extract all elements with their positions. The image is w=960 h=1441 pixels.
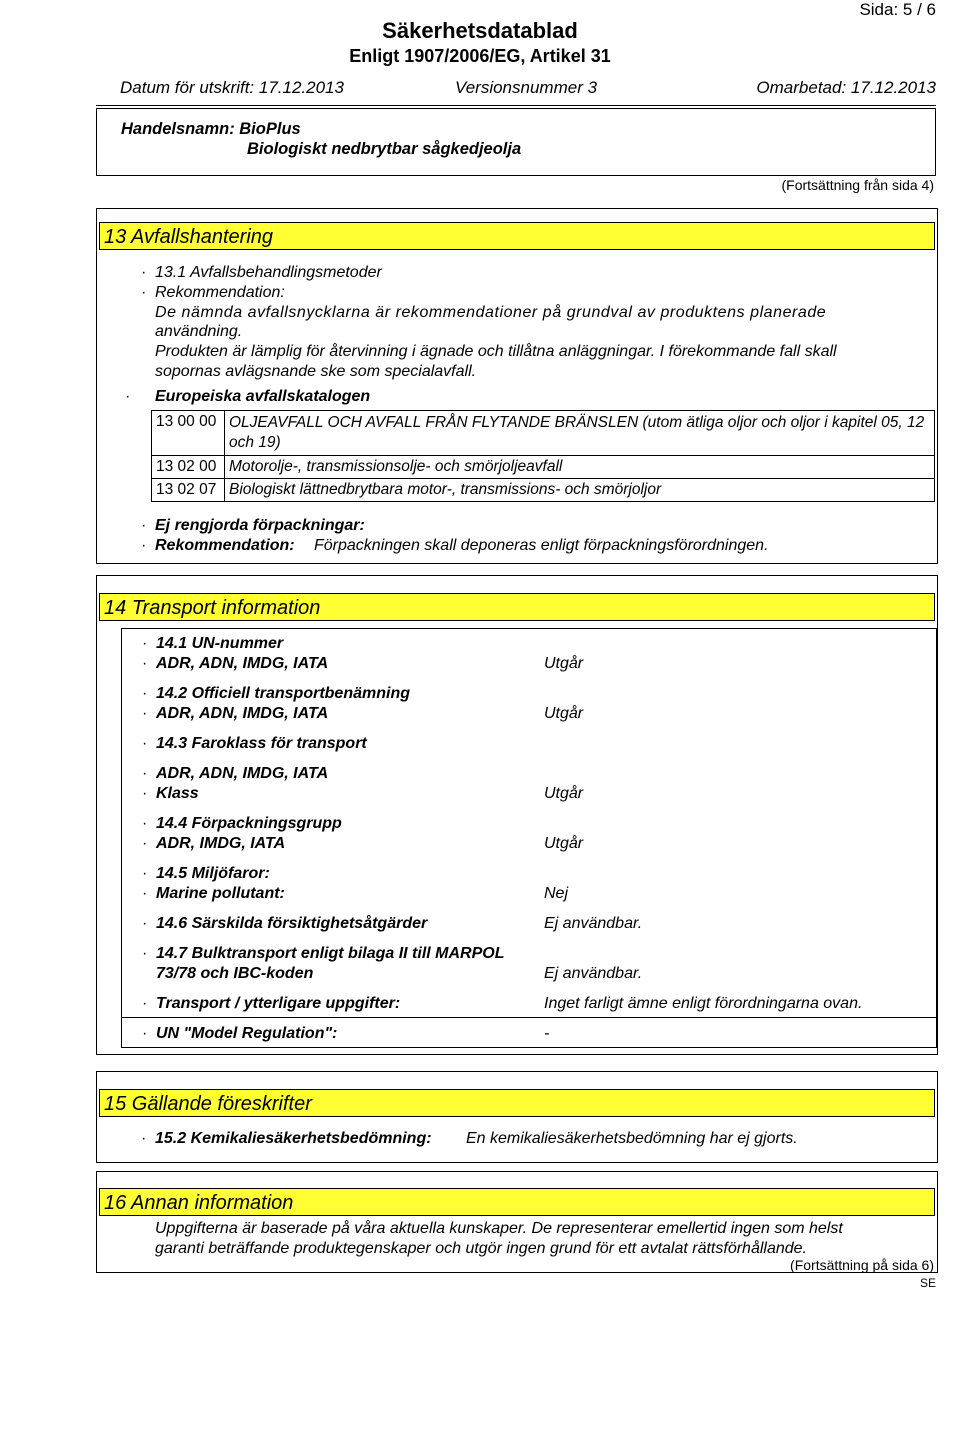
bullet: · <box>142 705 148 722</box>
bullet: · <box>142 635 148 652</box>
waste-code: 13 00 00 <box>152 411 225 456</box>
header-divider <box>96 105 936 106</box>
recommendation-text-1: De nämnda avfallsnycklarna är rekommendationer på grundval av produktens planerade <box>155 304 827 321</box>
official-name-heading: 14.2 Officiell transportbenämning <box>156 685 410 702</box>
section-15-title: 15 Gällande föreskrifter <box>99 1089 935 1117</box>
continued-from: (Fortsättning från sida 4) <box>781 177 934 193</box>
bullet: · <box>142 655 148 672</box>
waste-code: 13 02 00 <box>152 456 225 479</box>
table-row <box>152 411 935 456</box>
bullet: · <box>142 765 148 782</box>
bullet: · <box>142 785 148 802</box>
bullet: · <box>142 885 148 902</box>
marine-pollutant-label: Marine pollutant: <box>156 885 285 902</box>
bulk-transport-label-2: 73/78 och IBC-koden <box>156 965 314 982</box>
other-info-text-2: garanti beträffande produktegenskaper och utgör ingen grund för ett avtalat rättsförhållande. <box>155 1240 807 1257</box>
page-number: Sida: 5 / 6 <box>859 0 936 19</box>
bullet: · <box>142 735 148 752</box>
chem-safety-label: 15.2 Kemikaliesäkerhetsbedömning: <box>155 1130 432 1147</box>
bullet: · <box>142 1025 148 1042</box>
un-number-value: Utgår <box>544 655 584 672</box>
special-precautions-label: 14.6 Särskilda försiktighetsåtgärder <box>156 915 428 932</box>
recommendation-text-3: Produkten är lämplig för återvinning i ägnade och tillåtna anläggningar. I förekommande fall skall <box>155 343 837 360</box>
section-13-title: 13 Avfallshantering <box>99 222 935 250</box>
bulk-transport-value: Ej användbar. <box>544 965 643 982</box>
document-subtitle: Enligt 1907/2006/EG, Artikel 31 <box>349 46 611 66</box>
un-model-label: UN "Model Regulation": <box>156 1025 338 1042</box>
continued-to: (Fortsättning på sida 6) <box>790 1257 934 1273</box>
recommendation-text-4: sopornas avlägsnande ske som specialavfall. <box>155 363 477 380</box>
dirty-packaging-label: Ej rengjorda förpackningar: <box>155 517 365 534</box>
bullet: · <box>125 388 131 405</box>
bullet: · <box>142 915 148 932</box>
table-row <box>152 479 935 502</box>
waste-catalog-label: Europeiska avfallskatalogen <box>155 388 371 405</box>
marine-pollutant-value: Nej <box>544 885 569 902</box>
recommendation2-label: Rekommendation: <box>155 537 295 554</box>
official-name-modes: ADR, ADN, IMDG, IATA <box>156 705 329 722</box>
section-14 <box>96 575 938 1055</box>
print-date: Datum för utskrift: 17.12.2013 <box>120 78 344 97</box>
waste-description: Motorolje-, transmissionsolje- och smörjoljeavfall <box>225 456 935 479</box>
section-16-title: 16 Annan information <box>99 1188 935 1216</box>
tradename-line1: Handelsnamn: BioPlus <box>121 120 301 138</box>
pack-group-heading: 14.4 Förpackningsgrupp <box>156 815 342 832</box>
pack-group-modes: ADR, IMDG, IATA <box>156 835 286 852</box>
bullet: · <box>142 815 148 832</box>
bullet: · <box>142 835 148 852</box>
hazard-class-heading: 14.3 Faroklass för transport <box>156 735 367 752</box>
bulk-transport-label-1: 14.7 Bulktransport enligt bilaga II till MARPOL <box>156 945 505 962</box>
transport-box <box>121 628 937 1048</box>
bullet: · <box>141 517 147 534</box>
waste-catalog-table <box>151 410 935 502</box>
tradename-line2: Biologiskt nedbrytbar sågkedjeolja <box>247 140 522 158</box>
bullet: · <box>142 945 148 962</box>
env-hazards-heading: 14.5 Miljöfaror: <box>156 865 270 882</box>
bullet: · <box>141 284 147 301</box>
tradename-box <box>96 108 936 176</box>
bullet: · <box>141 1130 147 1147</box>
recommendation-text-2: användning. <box>155 323 243 340</box>
official-name-value: Utgår <box>544 705 584 722</box>
special-precautions-value: Ej användbar. <box>544 915 643 932</box>
recommendation-label: Rekommendation: <box>155 284 285 301</box>
waste-methods-heading: 13.1 Avfallsbehandlingsmetoder <box>155 264 382 281</box>
transport-additional-value: Inget farligt ämne enligt förordningarna ovan. <box>544 995 863 1012</box>
bullet: · <box>141 264 147 281</box>
recommendation2-text: Förpackningen skall deponeras enligt förpackningsförordningen. <box>314 537 769 554</box>
waste-description: OLJEAVFALL OCH AVFALL FRÅN FLYTANDE BRÄNSLEN (utom ätliga oljor och oljor i kapitel 05, 12 och 19) <box>225 411 935 456</box>
divider <box>122 1017 936 1018</box>
un-model-value: - <box>544 1025 550 1042</box>
waste-description: Biologiskt lättnedbrytbara motor-, transmissions- och smörjoljor <box>225 479 935 502</box>
language-code: SE <box>919 1276 936 1290</box>
bullet: · <box>142 865 148 882</box>
section-14-title: 14 Transport information <box>99 593 935 621</box>
hazard-class-modes: ADR, ADN, IMDG, IATA <box>156 765 329 782</box>
klass-value: Utgår <box>544 785 584 802</box>
chem-safety-text: En kemikaliesäkerhetsbedömning har ej gjorts. <box>466 1130 798 1147</box>
pack-group-value: Utgår <box>544 835 584 852</box>
table-row <box>152 456 935 479</box>
klass-label: Klass <box>156 785 199 802</box>
section-15 <box>96 1071 938 1163</box>
waste-code: 13 02 07 <box>152 479 225 502</box>
un-number-heading: 14.1 UN-nummer <box>156 635 284 652</box>
transport-additional-label: Transport / ytterligare uppgifter: <box>156 995 401 1012</box>
un-number-modes: ADR, ADN, IMDG, IATA <box>156 655 329 672</box>
document-title: Säkerhetsdatablad <box>382 18 578 43</box>
bullet: · <box>142 685 148 702</box>
bullet: · <box>141 537 147 554</box>
bullet: · <box>142 995 148 1012</box>
revised-date: Omarbetad: 17.12.2013 <box>756 78 936 97</box>
version-number: Versionsnummer 3 <box>455 78 598 97</box>
other-info-text-1: Uppgifterna är baserade på våra aktuella kunskaper. De representerar emellertid ingen som helst <box>155 1220 843 1237</box>
section-13 <box>96 208 938 564</box>
